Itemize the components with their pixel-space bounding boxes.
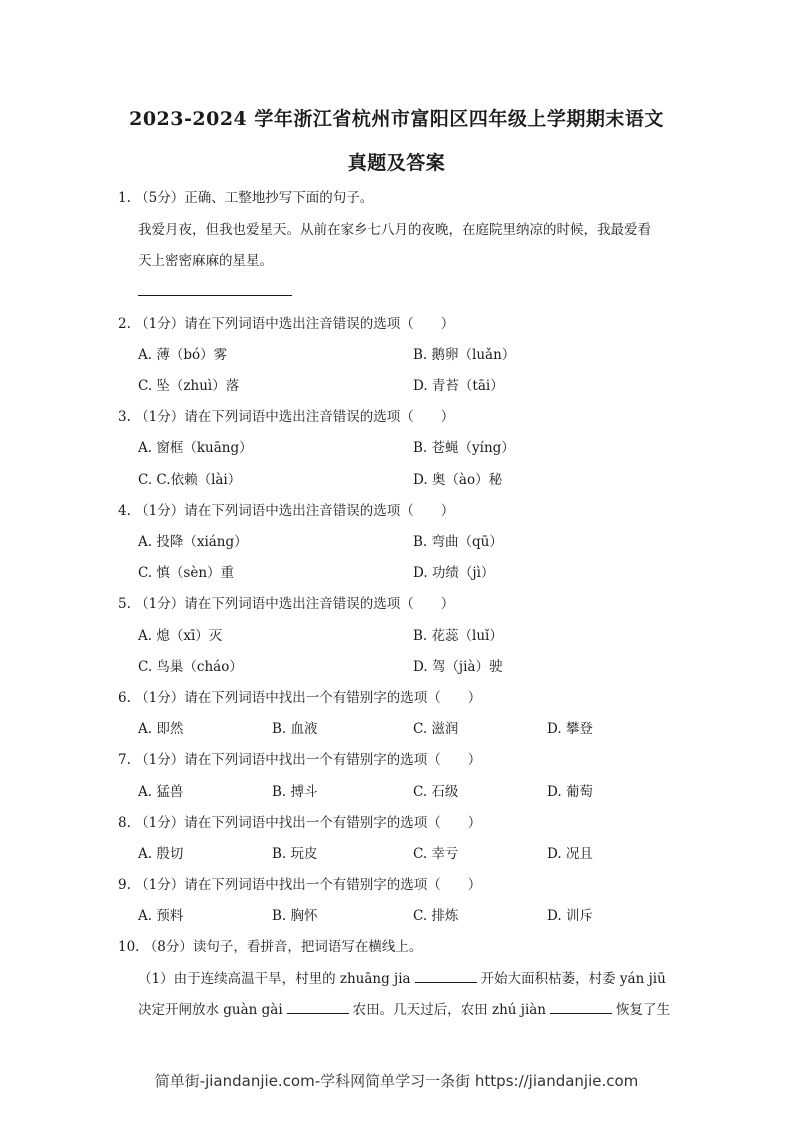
answer-blank[interactable] [287,999,349,1014]
question-10-line-1 [138,967,666,987]
option-b[interactable]: B. 血液 [272,721,318,737]
option-d[interactable]: D. 功绩（jì） [413,565,495,581]
option-a[interactable]: A. 殷切 [138,846,184,862]
option-d[interactable]: D. 况且 [547,846,593,862]
option-a[interactable]: A. 预料 [138,908,184,924]
sentence-text: 农田。几天过后，农田 zhú jiàn [352,1002,547,1018]
footer-watermark: 简单街-jiandanjie.com-学科网简单学习一条街 https://jiandanjie.com [154,1072,639,1090]
option-c[interactable]: C. 排炼 [413,908,459,924]
question-2-stem: 2. （1分）请在下列词语中选出注音错误的选项（ ） [118,316,455,332]
option-b[interactable]: B. 苍蝇（yíng） [413,440,515,456]
answer-blank[interactable] [550,999,612,1014]
option-d[interactable]: D. 攀登 [547,721,593,737]
option-c[interactable]: C. 幸亏 [413,846,459,862]
option-d[interactable]: D. 驾（jià）驶 [413,659,503,675]
option-d[interactable]: D. 奥（ào）秘 [413,472,503,488]
question-1-text-line-1: 我爱月夜，但我也爱星天。从前在家乡七八月的夜晚，在庭院里纳凉的时候，我最爱看 [138,222,651,238]
option-c[interactable]: C. 坠（zhuì）落 [138,378,240,394]
option-b[interactable]: B. 花蕊（luǐ） [413,628,503,644]
sentence-text: 开始大面积枯萎，村委 yán jiū [480,971,666,987]
option-d[interactable]: D. 葡萄 [547,784,593,800]
question-8-stem: 8. （1分）请在下列词语中找出一个有错别字的选项（ ） [118,815,482,831]
answer-blank[interactable] [415,968,477,983]
question-3-stem: 3. （1分）请在下列词语中选出注音错误的选项（ ） [118,409,455,425]
option-c[interactable]: C. 滋润 [413,721,459,737]
option-a[interactable]: A. 猛兽 [138,784,184,800]
question-7-stem: 7. （1分）请在下列词语中找出一个有错别字的选项（ ） [118,752,482,768]
option-c[interactable]: C. 鸟巢（cháo） [138,659,243,675]
question-6-stem: 6. （1分）请在下列词语中找出一个有错别字的选项（ ） [118,690,482,706]
sentence-text: 决定开闸放水 guàn gài [138,1002,283,1018]
option-c[interactable]: C. 石级 [413,784,459,800]
question-4-stem: 4. （1分）请在下列词语中选出注音错误的选项（ ） [118,503,455,519]
answer-line[interactable] [138,295,292,296]
option-a[interactable]: A. 熄（xī）灭 [138,628,223,644]
question-10-line-2 [138,998,670,1018]
title-line-2: 真题及答案 [347,152,446,174]
question-1-text-line-2: 天上密密麻麻的星星。 [138,253,273,269]
option-c[interactable]: C. 慎（sèn）重 [138,565,235,581]
option-d[interactable]: D. 训斥 [547,908,593,924]
option-b[interactable]: B. 搏斗 [272,784,318,800]
question-10-stem: 10. （8分）读句子，看拼音，把词语写在横线上。 [118,939,423,955]
option-b[interactable]: B. 弯曲（qū） [413,534,503,550]
question-1-stem: 1. （5分）正确、工整地抄写下面的句子。 [118,190,374,206]
question-9-stem: 9. （1分）请在下列词语中找出一个有错别字的选项（ ） [118,877,482,893]
option-d[interactable]: D. 青苔（tāi） [413,378,504,394]
sentence-text: 恢复了生 [616,1002,671,1018]
question-5-stem: 5. （1分）请在下列词语中选出注音错误的选项（ ） [118,596,455,612]
option-a[interactable]: A. 窗框（kuāng） [138,440,253,456]
option-a[interactable]: A. 即然 [138,721,184,737]
sentence-text: （1）由于连续高温干旱，村里的 zhuāng jia [138,971,411,987]
option-a[interactable]: A. 投降（xiáng） [138,534,248,550]
option-b[interactable]: B. 胸怀 [272,908,318,924]
title-line-1: 2023-2024 学年浙江省杭州市富阳区四年级上学期期末语文 [129,108,664,130]
option-a[interactable]: A. 薄（bó）雾 [138,347,228,363]
option-c[interactable]: C. C.依赖（lài） [138,472,242,488]
option-b[interactable]: B. 鹅卵（luǎn） [413,347,516,363]
option-b[interactable]: B. 玩皮 [272,846,318,862]
